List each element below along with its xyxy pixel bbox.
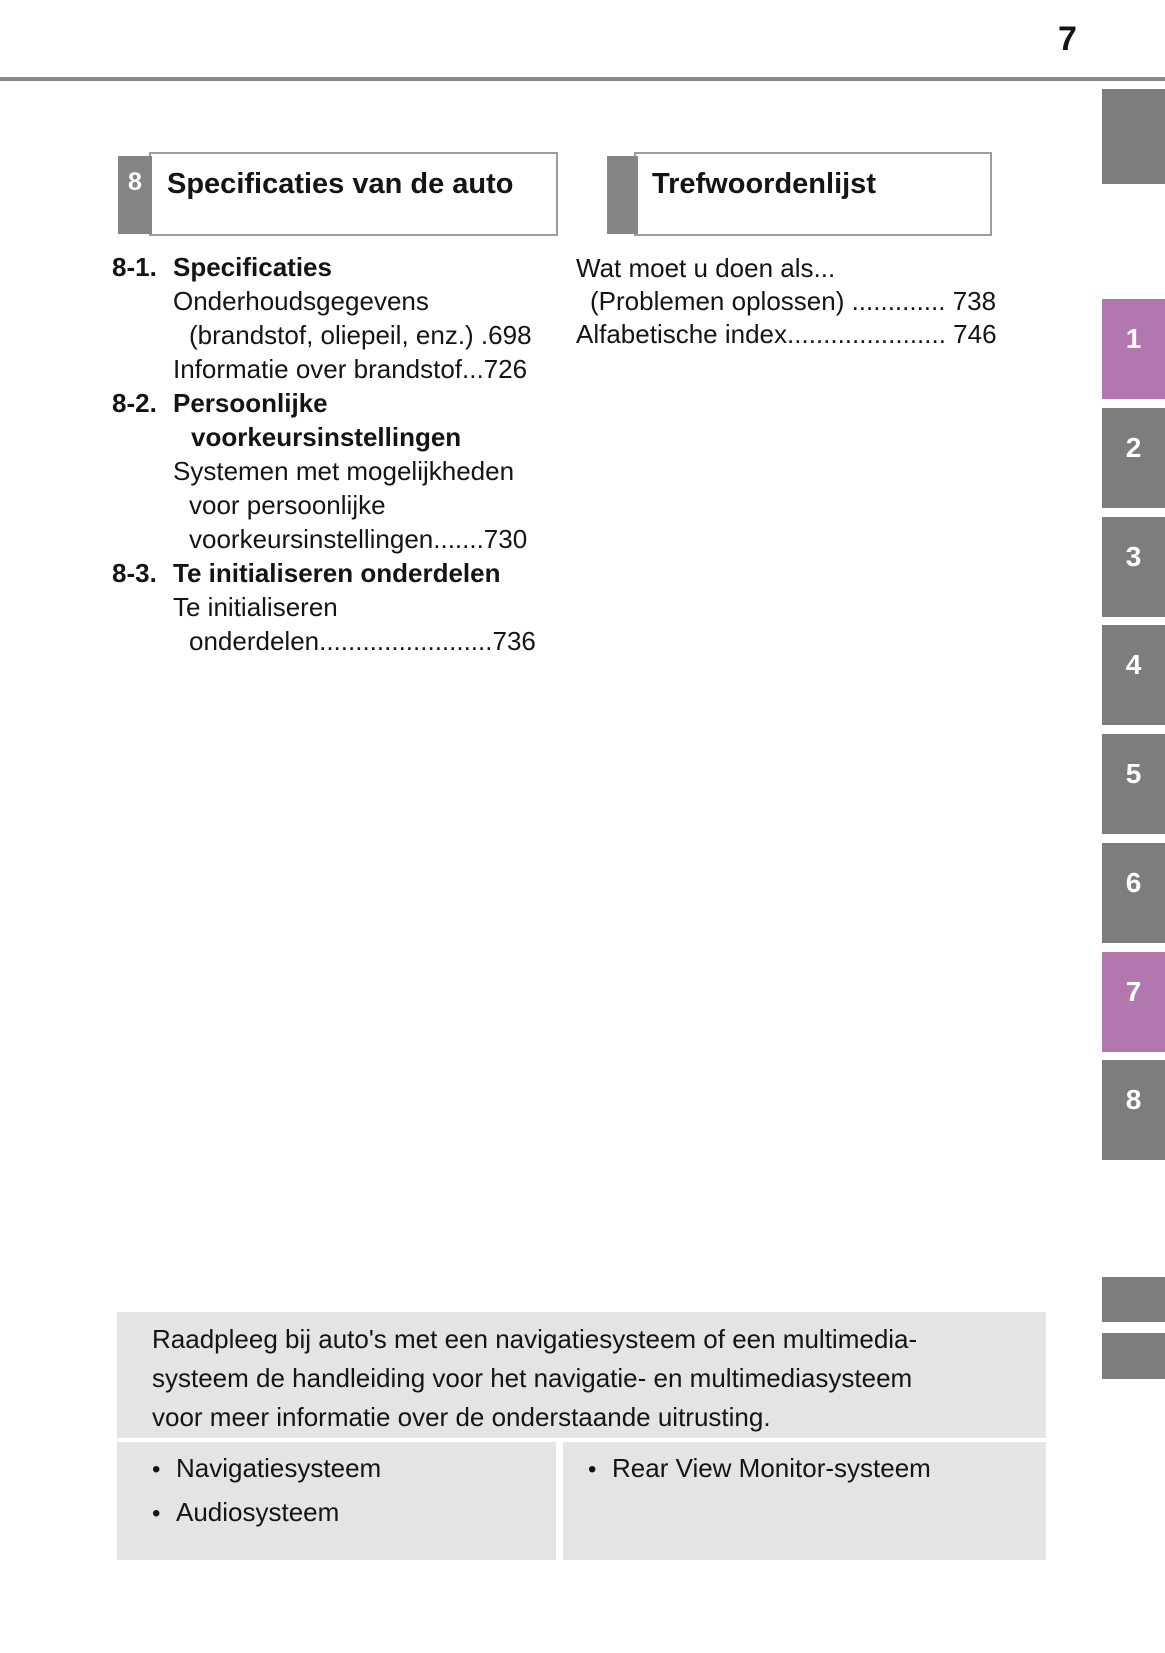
toc-entry-title: Te initialiseren onderdelen xyxy=(173,558,501,588)
toc-item-line: onderdelen........................736 xyxy=(189,626,536,656)
toc-entry-8-2 xyxy=(112,386,552,556)
toc-entry-title: Specificaties xyxy=(173,252,332,282)
index-entry-line: (Problemen oplossen) ............. 738 xyxy=(590,286,997,316)
footer-note-paragraph-line: voor meer informatie over de onderstaande uitrusting. xyxy=(152,1402,771,1432)
bullet-icon: • xyxy=(152,1500,161,1527)
index-header-tab xyxy=(607,156,638,234)
footer-note-paragraph-line: systeem de handleiding voor het navigatie- en multimediasysteem xyxy=(152,1363,913,1393)
decoration-block-top xyxy=(1102,89,1165,184)
footer-note-panel xyxy=(117,1312,1046,1560)
chapter-number-tab: 8 xyxy=(118,156,152,234)
section-tab-5: 5 xyxy=(1102,734,1165,834)
toc-item-line: Te initialiseren xyxy=(173,592,338,622)
index-header-title: Trefwoordenlijst xyxy=(652,168,876,200)
toc-item-line: voor persoonlijke xyxy=(189,490,386,520)
toc-entry-8-1 xyxy=(112,250,552,386)
index-entry xyxy=(576,252,1000,318)
section-tab-7: 7 xyxy=(1102,952,1165,1052)
toc-item-line: Informatie over brandstof...726 xyxy=(173,354,528,384)
toc-item-line: Onderhoudsgegevens xyxy=(173,286,429,316)
bullet-text: Navigatiesysteem xyxy=(176,1453,382,1483)
section-tab-4: 4 xyxy=(1102,625,1165,725)
chapter-header-box xyxy=(149,152,558,236)
index-header-box xyxy=(634,152,992,236)
toc-entry-number: 8-1. xyxy=(112,252,157,282)
decoration-block-bottom-1 xyxy=(1102,1277,1165,1322)
toc-entry-number: 8-2. xyxy=(112,388,157,418)
toc-right-column xyxy=(576,252,1000,351)
section-tab-8: 8 xyxy=(1102,1060,1165,1160)
index-entry-line: Alfabetische index...................... 746 xyxy=(576,319,997,349)
footer-note-paragraph-line: Raadpleeg bij auto's met een navigatiesysteem of een multimedia- xyxy=(152,1324,918,1354)
footer-note-bullets-right xyxy=(563,1442,1046,1560)
bullet-icon: • xyxy=(588,1456,597,1483)
decoration-block-bottom-2 xyxy=(1102,1333,1165,1379)
section-tab-1: 1 xyxy=(1102,299,1165,399)
index-entry-line: Wat moet u doen als... xyxy=(576,253,836,283)
bullet-item xyxy=(152,1491,556,1535)
top-divider-rule xyxy=(0,77,1165,81)
bullet-text: Audiosysteem xyxy=(176,1497,340,1527)
section-tab-3: 3 xyxy=(1102,517,1165,617)
toc-entry-8-3 xyxy=(112,556,552,658)
toc-entry-title: Persoonlijke xyxy=(173,388,328,418)
chapter-header-title: Specificaties van de auto xyxy=(167,168,514,200)
toc-entry-number: 8-3. xyxy=(112,558,157,588)
bullet-icon: • xyxy=(152,1456,161,1483)
index-entry xyxy=(576,318,1000,351)
footer-note-paragraph xyxy=(117,1312,1046,1438)
toc-item-line: (brandstof, oliepeil, enz.) .698 xyxy=(189,320,532,350)
page-number: 7 xyxy=(1058,20,1078,58)
bullet-item xyxy=(152,1447,556,1491)
toc-entry-title: voorkeursinstellingen xyxy=(191,422,462,452)
toc-item-line: Systemen met mogelijkheden xyxy=(173,456,515,486)
section-tab-6: 6 xyxy=(1102,843,1165,943)
section-tab-2: 2 xyxy=(1102,408,1165,508)
footer-note-bullets-left xyxy=(117,1442,556,1560)
toc-item-line: voorkeursinstellingen.......730 xyxy=(189,524,528,554)
toc-left-column xyxy=(112,250,552,658)
bullet-text: Rear View Monitor-systeem xyxy=(612,1453,931,1483)
bullet-item xyxy=(588,1447,1046,1491)
